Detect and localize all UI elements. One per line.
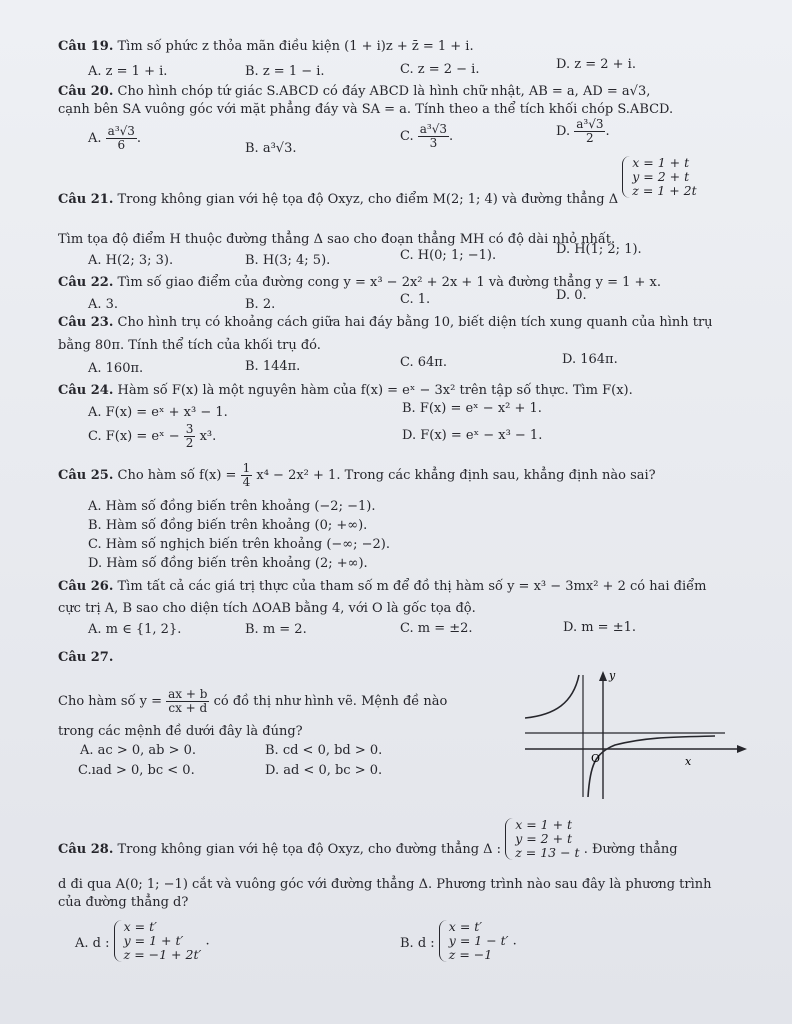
q19-option-b[interactable]: B. z = 1 − i.	[245, 64, 325, 79]
question-text: Cho hàm số f(x) =	[117, 468, 237, 483]
equation: x = t′	[448, 919, 483, 934]
equation: y = 2 + t	[515, 831, 573, 846]
question-text: Trong không gian với hệ tọa độ Oxyz, cho đường thẳng Δ :	[117, 841, 502, 857]
fraction	[241, 462, 253, 489]
question-text: Tìm tất cả các giá trị thực của tham số m để đồ thị hàm số y = x³ − 3mx² + 2 có hai điểm	[117, 579, 707, 594]
option-label: B. d :	[400, 935, 435, 951]
question-26	[58, 578, 706, 595]
question-27-text	[58, 688, 447, 715]
q19-option-a[interactable]: A. z = 1 + i.	[88, 64, 168, 79]
line-system	[622, 156, 696, 198]
q24-option-a[interactable]: A. F(x) = eˣ + x³ − 1.	[88, 405, 228, 420]
q19-option-c[interactable]: C. z = 2 − i.	[400, 62, 480, 77]
origin-label: O	[591, 752, 601, 765]
question-title: Câu 21.	[58, 191, 114, 207]
q20-option-a[interactable]: A. $\frac{\text{a³√3}}{6}$ .	[88, 124, 142, 152]
question-21-line2: Tìm tọa độ điểm H thuộc đường thẳng Δ sao cho đoạn thẳng MH có độ dài nhỏ nhất.	[58, 232, 616, 247]
question-text: Hàm số F(x) là một nguyên hàm của f(x) = eˣ − 3x² trên tập số thực. Tìm F(x).	[117, 383, 633, 398]
q26-option-a[interactable]: A. m ∈ {1, 2}.	[88, 622, 182, 637]
q23-option-d[interactable]: D. 164π.	[562, 352, 618, 367]
question-25	[58, 462, 656, 489]
denominator: 3	[429, 136, 438, 150]
q24-option-c[interactable]	[88, 423, 216, 450]
question-title: Câu 25.	[58, 468, 114, 483]
q19-option-d[interactable]: D. z = 2 + i.	[556, 57, 636, 72]
option-label: A.	[88, 131, 102, 146]
question-27-line2: trong các mệnh đề dưới đây là đúng?	[58, 724, 303, 739]
question-text: Tìm số giao điểm của đường cong y = x³ − 2x² + 2x + 1 và đường thẳng y = 1 + x.	[117, 275, 661, 290]
line-system	[505, 818, 579, 860]
question-19	[58, 38, 474, 55]
q24-option-b[interactable]: B. F(x) = eˣ − x² + 1.	[402, 401, 542, 416]
question-text: . Đường thẳng	[583, 841, 678, 857]
q20-option-b[interactable]: B. a³√3.	[245, 141, 297, 156]
right-branch-curve	[588, 736, 715, 797]
q24-option-d[interactable]: D. F(x) = eˣ − x³ − 1.	[402, 428, 543, 443]
numerator: a³√3	[419, 122, 448, 136]
question-23	[58, 314, 713, 331]
question-27	[58, 649, 113, 666]
question-text: Cho hình chóp tứ giác S.ABCD có đáy ABCD là hình chữ nhật, AB = a, AD = a√3,	[117, 84, 651, 99]
x-axis-arrow	[737, 745, 747, 753]
q21-option-c[interactable]: C. H(0; 1; −1).	[400, 248, 497, 263]
question-28-line3: của đường thẳng d?	[58, 895, 189, 910]
option-text: x³.	[199, 429, 217, 444]
q26-option-d[interactable]: D. m = ±1.	[563, 620, 637, 635]
q28-option-a[interactable]: A. d : x = t′ y = 1 + t′ z = −1 + 2t′ .	[75, 919, 210, 962]
question-title: Câu 27.	[58, 650, 114, 665]
q27-option-c[interactable]: C.ıad > 0, bc < 0.	[78, 763, 195, 778]
denominator: cx + d	[168, 701, 208, 715]
q25-option-d[interactable]: D. Hàm số đồng biến trên khoảng (2; +∞).	[88, 556, 368, 571]
equation: y = 2 + t	[632, 169, 690, 184]
q25-option-b[interactable]: B. Hàm số đồng biến trên khoảng (0; +∞).	[88, 518, 368, 533]
equation: x = t′	[123, 919, 157, 934]
x-axis-label: x	[685, 755, 692, 768]
q25-option-c[interactable]: C. Hàm số nghịch biến trên khoảng (−∞; −2).	[88, 537, 391, 552]
q26-option-b[interactable]: B. m = 2.	[245, 622, 307, 637]
q21-option-a[interactable]: A. H(2; 3; 3).	[88, 253, 174, 268]
q22-option-d[interactable]: D. 0.	[556, 288, 587, 303]
question-23-line2: bằng 80π. Tính thể tích của khối trụ đó.	[58, 338, 321, 353]
question-text: Tìm số phức z thỏa mãn điều kiện (1 + i)z + z̄ = 1 + i.	[117, 39, 474, 54]
fraction	[184, 423, 196, 450]
question-title: Câu 24.	[58, 383, 114, 398]
question-20	[58, 83, 650, 100]
question-20-line2: cạnh bên SA vuông góc với mặt phẳng đáy và SA = a. Tính theo a thể tích khối chóp S.ABCD.	[58, 102, 674, 117]
numerator: 3	[185, 422, 194, 436]
question-title: Câu 23.	[58, 315, 114, 330]
equation: z = 13 − t	[515, 845, 580, 860]
y-axis-label: y	[609, 669, 616, 682]
option-label: D.	[556, 124, 571, 139]
question-text: Cho hàm số y =	[58, 694, 162, 709]
equation: z = −1	[448, 947, 493, 962]
question-title: Câu 22.	[58, 275, 114, 290]
equation: x = 1 + t	[515, 817, 573, 832]
question-28	[58, 818, 678, 860]
question-21	[58, 155, 697, 207]
q28-option-b[interactable]: B. d : x = t′ y = 1 − t′ z = −1 .	[400, 919, 517, 962]
q20-option-c[interactable]: C. $\frac{\text{a³√3}}{3}$ .	[400, 122, 454, 150]
q23-option-c[interactable]: C. 64π.	[400, 355, 447, 370]
numerator: a³√3	[107, 124, 135, 138]
line-system	[439, 920, 509, 962]
option-label: A. d :	[75, 935, 110, 951]
equation: z = 1 + 2t	[632, 183, 697, 198]
question-text: Trong không gian với hệ tọa độ Oxyz, cho điểm M(2; 1; 4) và đường thẳng Δ	[117, 191, 619, 207]
numerator: a³√3	[576, 117, 604, 131]
q26-option-c[interactable]: C. m = ±2.	[400, 621, 473, 636]
equation: x = 1 + t	[632, 155, 690, 170]
equation: z = −1 + 2t′	[123, 947, 202, 962]
q21-option-b[interactable]: B. H(3; 4; 5).	[245, 253, 331, 268]
equation: y = 1 + t′	[123, 933, 184, 948]
fraction	[418, 123, 449, 150]
question-26-line2: cực trị A, B sao cho diện tích ΔOAB bằng 4, với O là gốc tọa độ.	[58, 601, 476, 616]
y-axis-arrow	[599, 671, 607, 681]
q22-option-a[interactable]: A. 3.	[88, 297, 119, 312]
q23-option-a[interactable]: A. 160π.	[88, 361, 144, 376]
question-title: Câu 26.	[58, 579, 114, 594]
left-branch-curve	[525, 675, 579, 718]
q27-option-b[interactable]: B. cd < 0, bd > 0.	[265, 743, 383, 758]
option-text: C. F(x) = eˣ −	[88, 429, 180, 444]
q25-option-a[interactable]: A. Hàm số đồng biến trên khoảng (−2; −1).	[88, 499, 376, 514]
line-system	[114, 920, 202, 962]
q20-option-d[interactable]: D. $\frac{\text{a³√3}}{2}$ .	[556, 117, 610, 145]
q23-option-b[interactable]: B. 144π.	[245, 359, 301, 374]
denominator: 6	[117, 138, 126, 152]
fraction	[166, 688, 209, 715]
question-title: Câu 19.	[58, 39, 114, 54]
q21-option-d[interactable]: D. H(1; 2; 1).	[556, 242, 642, 257]
equation: y = 1 − t′	[448, 933, 509, 948]
question-24	[58, 382, 633, 399]
question-title: Câu 28.	[58, 841, 114, 857]
numerator: ax + b	[168, 687, 208, 701]
q22-option-b[interactable]: B. 2.	[245, 297, 276, 312]
numerator: 1	[242, 461, 251, 475]
denominator: 2	[185, 436, 194, 450]
question-28-line2: d đi qua A(0; 1; −1) cắt và vuông góc với đường thẳng Δ. Phương trình nào sau đây là phương trình	[58, 877, 712, 892]
q22-option-c[interactable]: C. 1.	[400, 292, 431, 307]
question-text: có đồ thị như hình vẽ. Mệnh đề nào	[213, 694, 448, 709]
denominator: 2	[586, 131, 594, 145]
fraction	[574, 118, 605, 145]
fraction	[106, 125, 137, 152]
question-title: Câu 20.	[58, 84, 114, 99]
question-text: Cho hình trụ có khoảng cách giữa hai đáy bằng 10, biết diện tích xung quanh của hình trụ	[117, 315, 713, 330]
q27-option-d[interactable]: D. ad < 0, bc > 0.	[265, 763, 383, 778]
q27-option-a[interactable]: A. ac > 0, ab > 0.	[80, 743, 197, 758]
question-text: x⁴ − 2x² + 1. Trong các khẳng định sau, khẳng định nào sai?	[256, 468, 656, 483]
denominator: 4	[242, 475, 251, 489]
option-label: C.	[400, 129, 414, 144]
q27-graph	[525, 665, 750, 800]
